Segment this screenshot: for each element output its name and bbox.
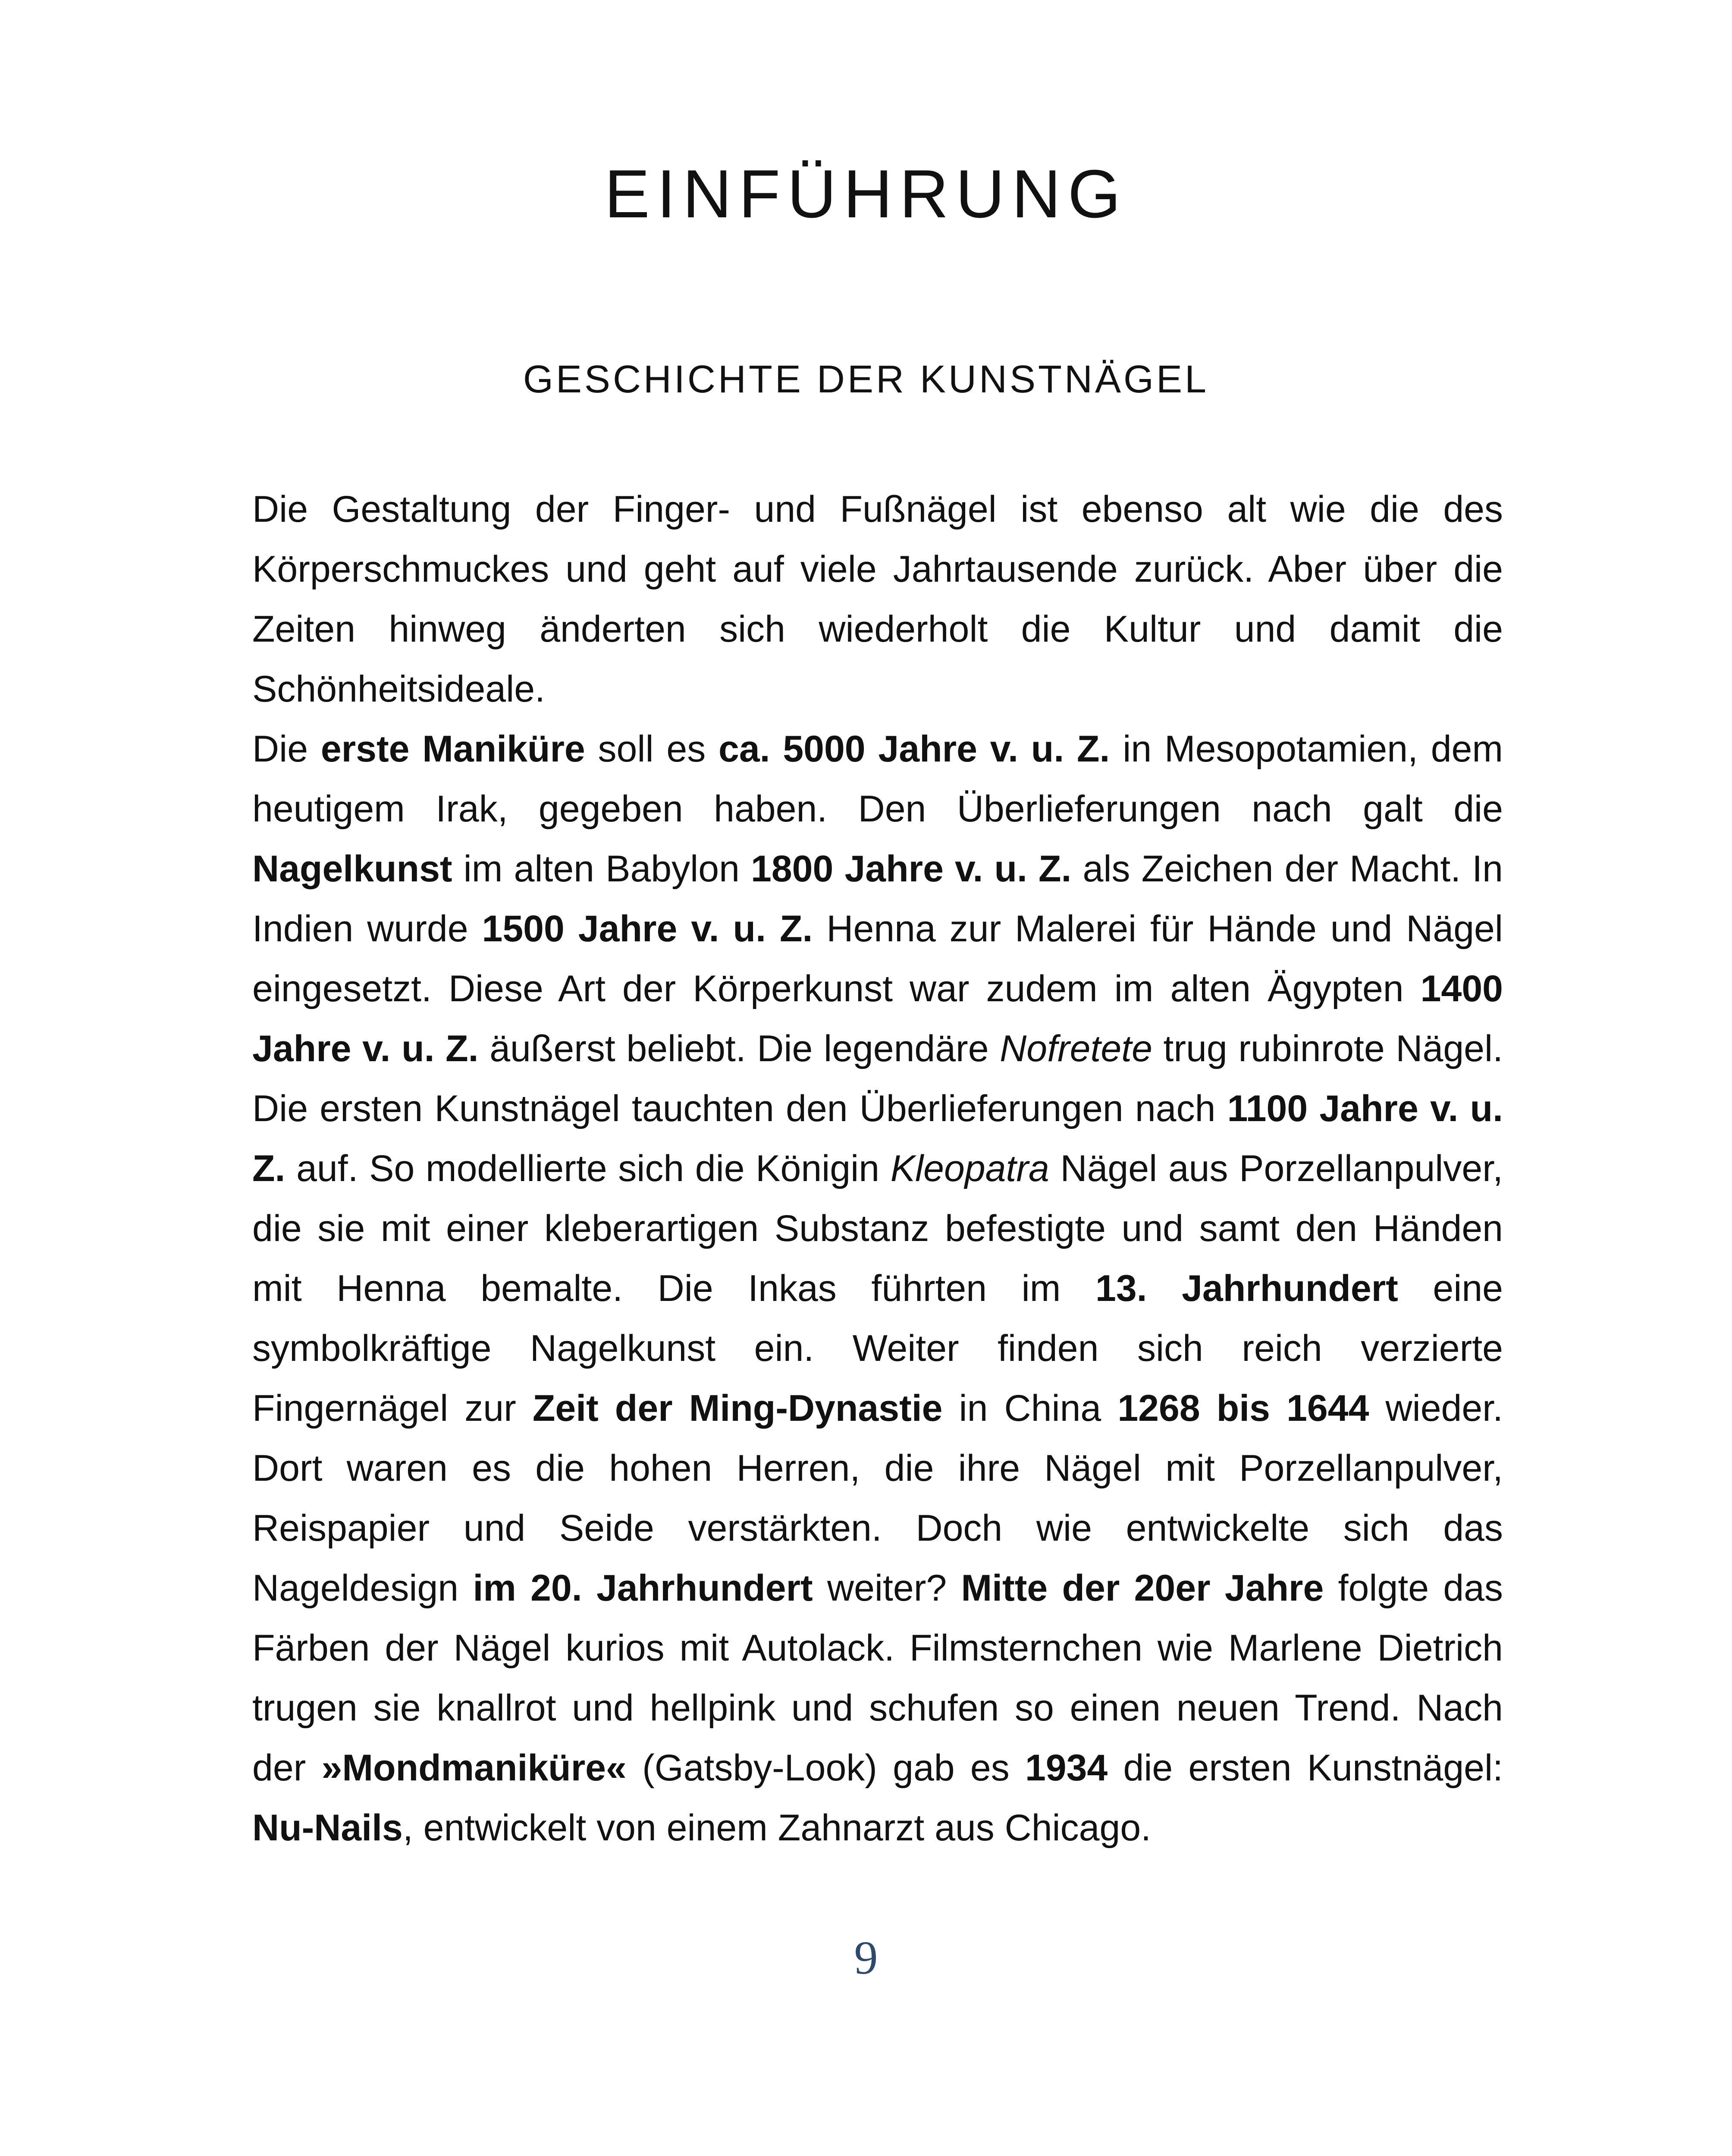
paragraph-history: [252, 719, 1503, 1858]
text-run: die ersten Kunstnägel:: [1108, 1747, 1503, 1789]
text-run: als Zeichen der Macht. In Indien wurde: [252, 848, 1503, 950]
bold-run: ca. 5000 Jahre v. u. Z.: [718, 728, 1110, 770]
text-run: Henna zur Malerei für Hände und Nägel eingesetzt. Diese Art der Körperkunst war zudem im alten Ägypten: [252, 908, 1503, 1009]
italic-run: Kleopatra: [890, 1148, 1049, 1189]
text-run: Nägel aus Porzellanpulver, die sie mit einer kleberartigen Substanz befestigte und samt den Händen mit Henna bemalte. Die Inkas führten im: [252, 1148, 1503, 1309]
text-run: äußerst beliebt. Die legendäre: [478, 1028, 1000, 1069]
bold-run: 1100 Jahre v. u. Z.: [252, 1088, 1503, 1189]
bold-run: Nu-Nails: [252, 1807, 403, 1849]
italic-run: Nofretete: [1000, 1028, 1152, 1069]
bold-run: 1268 bis 1644: [1117, 1388, 1369, 1429]
text-run: auf. So modellierte sich die Königin: [285, 1148, 891, 1189]
text-run: weiter?: [813, 1567, 961, 1609]
text-run: Die: [252, 728, 321, 770]
body-text: [252, 479, 1503, 1858]
section-title: GESCHICHTE DER KUNSTNÄGEL: [523, 358, 1209, 401]
chapter-title: EINFÜHRUNG: [604, 156, 1128, 232]
text-run: folgte das Färben der Nägel kurios mit Autolack. Filmsternchen wie Marlene Dietrich trugen sie knallrot und hellpink und schufen so einen neuen Trend. Nach der: [252, 1567, 1503, 1789]
bold-run: Nagelkunst: [252, 848, 452, 890]
bold-run: 1500 Jahre v. u. Z.: [482, 908, 813, 950]
bold-run: Zeit der Ming-Dynastie: [532, 1388, 943, 1429]
bold-run: im 20. Jahrhundert: [473, 1567, 813, 1609]
text-run: im alten Babylon: [452, 848, 751, 890]
text-run: in Mesopotamien, dem heutigem Irak, gegeben haben. Den Überlieferungen nach galt die: [252, 728, 1503, 830]
bold-run: 1400 Jahre v. u. Z.: [252, 968, 1503, 1069]
text-run: soll es: [585, 728, 719, 770]
bold-run: Mitte der 20er Jahre: [961, 1567, 1324, 1609]
page-number: 9: [854, 1931, 878, 1984]
paragraph-intro: Die Gestaltung der Finger- und Fußnägel ist ebenso alt wie die des Körperschmuckes und geht auf viele Jahrtausende zurück. Aber über die Zeiten hinweg änderten sich wiederholt die Kultur und damit die Schönheitsideale.: [252, 489, 1503, 710]
bold-run: 1934: [1025, 1747, 1108, 1789]
text-run: wieder. Dort waren es die hohen Herren, die ihre Nägel mit Porzellanpulver, Reispapier und Seide verstärkten. Doch wie entwickelte sich das Nageldesign: [252, 1388, 1503, 1609]
bold-run: 13. Jahrhundert: [1095, 1268, 1398, 1309]
text-run: trug rubinrote Nägel. Die ersten Kunstnägel tauchten den Überlieferungen nach: [252, 1028, 1503, 1129]
bold-run: 1800 Jahre v. u. Z.: [751, 848, 1072, 890]
bold-run: erste Maniküre: [320, 728, 585, 770]
text-run: , entwickelt von einem Zahnarzt aus Chicago.: [402, 1807, 1152, 1849]
text-run: (Gatsby-Look) gab es: [626, 1747, 1025, 1789]
bold-run: »Mondmaniküre«: [321, 1747, 627, 1789]
text-run: eine symbolkräftige Nagelkunst ein. Weiter finden sich reich verzierte Fingernägel zur: [252, 1268, 1503, 1429]
text-run: in China: [942, 1388, 1118, 1429]
